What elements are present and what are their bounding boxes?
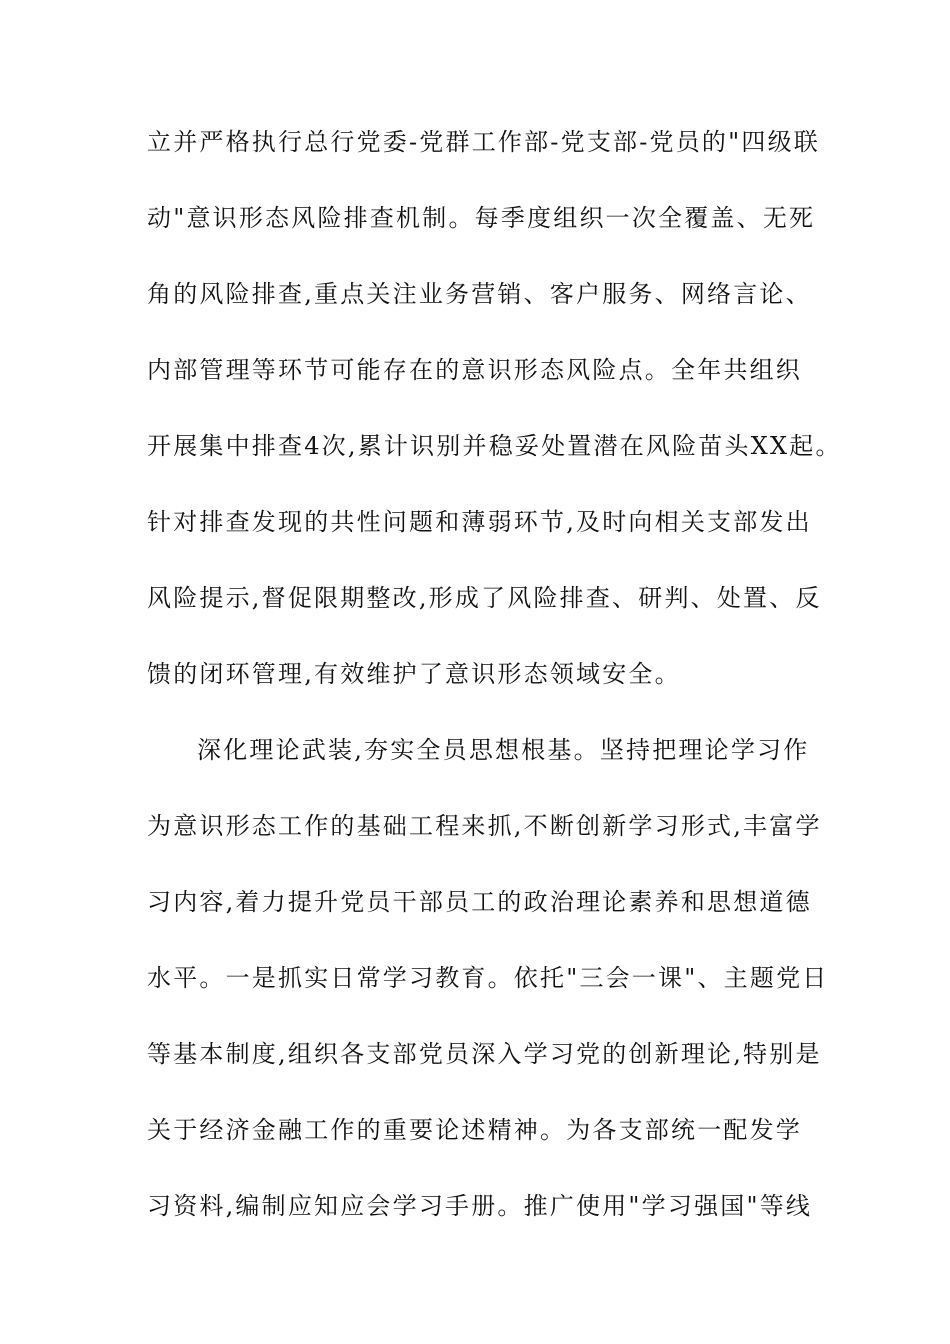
paragraph-line: 针对排查发现的共性问题和薄弱环节,及时向相关支部发出 xyxy=(147,508,812,536)
paragraph-line: 关于经济金融工作的重要论述精神。为各支部统一配发学 xyxy=(147,1116,802,1144)
paragraph-line: 等基本制度,组织各支部党员深入学习党的创新理论,特别是 xyxy=(147,1040,822,1068)
paragraph-line: 习资料,编制应知应会学习手册。推广使用"学习强国"等线 xyxy=(147,1192,813,1220)
paragraph-line: 立并严格执行总行党委-党群工作部-党支部-党员的"四级联 xyxy=(147,128,820,156)
paragraph-line: 内部管理等环节可能存在的意识形态风险点。全年共组织 xyxy=(147,356,802,384)
paragraph-line: 动"意识形态风险排查机制。每季度组织一次全覆盖、无死 xyxy=(147,204,816,232)
paragraph-line: 风险提示,督促限期整改,形成了风险排查、研判、处置、反 xyxy=(147,584,822,612)
paragraph-line: 角的风险排查,重点关注业务营销、客户服务、网络言论、 xyxy=(147,280,812,308)
paragraph-line: 习内容,着力提升党员干部员工的政治理论素养和思想道德 xyxy=(147,888,812,916)
paragraph-line: 为意识形态工作的基础工程来抓,不断创新学习形式,丰富学 xyxy=(147,812,822,840)
paragraph-line: 开展集中排查4次,累计识别并稳妥处置潜在风险苗头XX起。 xyxy=(147,432,842,460)
paragraph-line: 水平。一是抓实日常学习教育。依托"三会一课"、主题党日 xyxy=(147,964,829,992)
paragraph-line: 深化理论武装,夯实全员思想根基。坚持把理论学习作 xyxy=(197,736,810,764)
paragraph-line: 馈的闭环管理,有效维护了意识形态领域安全。 xyxy=(147,660,681,688)
